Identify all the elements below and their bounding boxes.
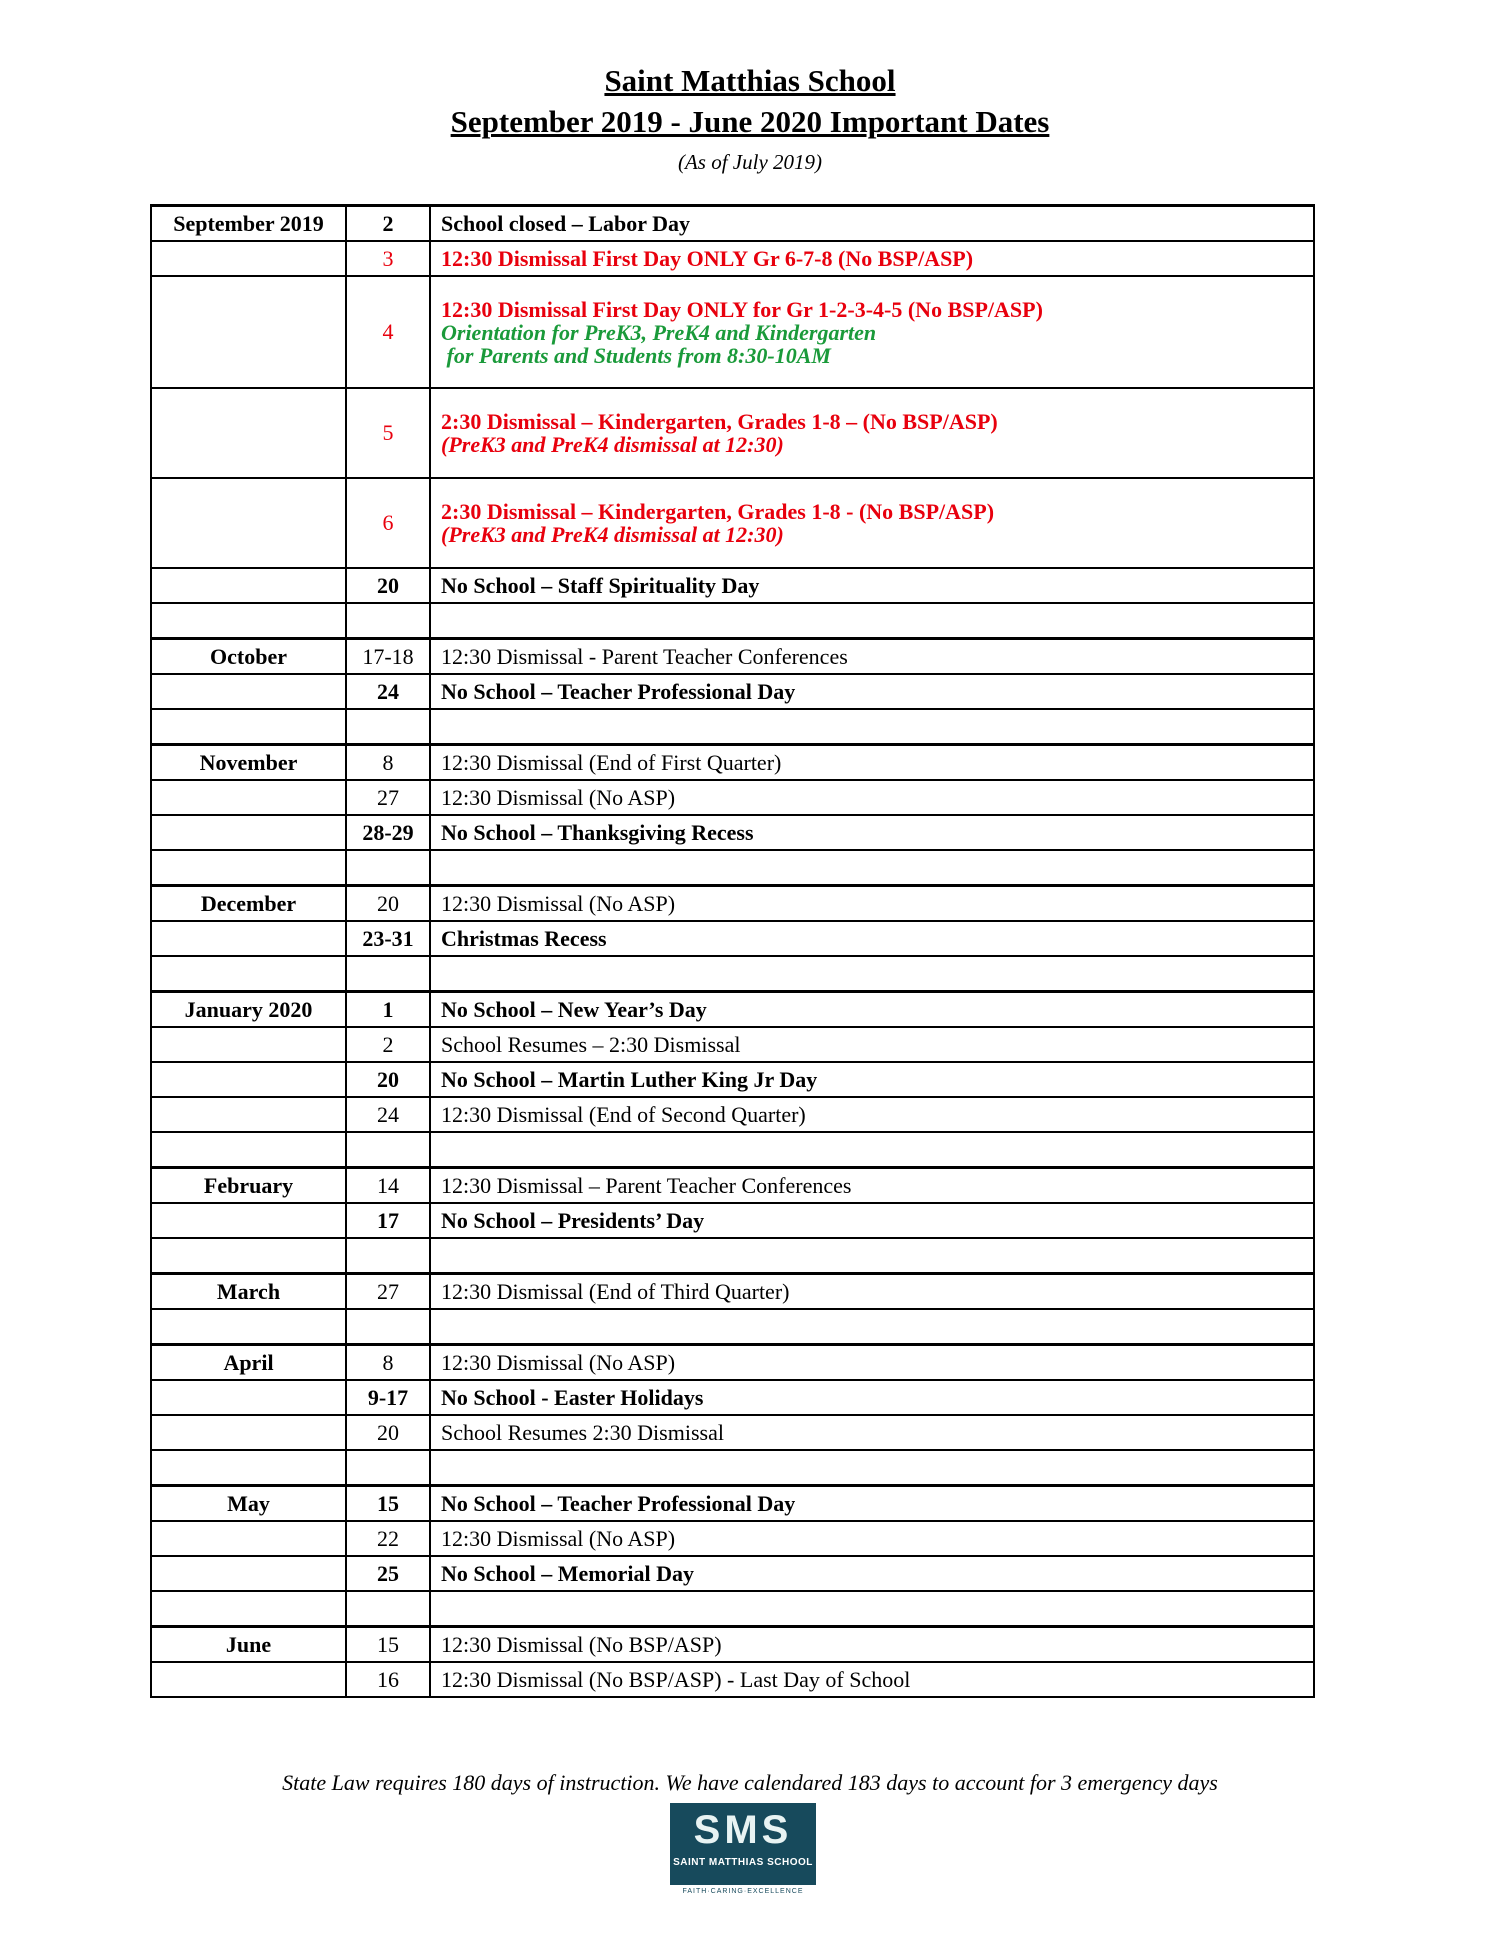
spacer-row xyxy=(151,850,1314,886)
event-note: (PreK3 and PreK4 dismissal at 12:30) xyxy=(441,432,784,457)
table-row xyxy=(151,1027,1314,1062)
table-row xyxy=(151,276,1314,388)
table-row xyxy=(151,1380,1314,1415)
day-cell xyxy=(346,1450,430,1486)
footer-note: State Law requires 180 days of instruction. We have calendared 183 days to account for 3 emergency days xyxy=(282,1770,1218,1795)
table-row xyxy=(151,1097,1314,1132)
table-row xyxy=(151,921,1314,956)
event-cell xyxy=(430,1345,1314,1381)
table-row xyxy=(151,745,1314,781)
event-text: 12:30 Dismissal (No ASP) xyxy=(441,1349,676,1375)
day-cell: 2 xyxy=(346,206,430,242)
month-cell xyxy=(151,603,346,639)
event-text: No School – Presidents’ Day xyxy=(441,1207,705,1233)
event-text: No School – Teacher Professional Day xyxy=(441,678,796,704)
table-row xyxy=(151,815,1314,850)
day-cell xyxy=(346,1132,430,1168)
event-cell xyxy=(430,1309,1314,1345)
month-cell xyxy=(151,956,346,992)
event-text: 12:30 Dismissal (No BSP/ASP) - Last Day of School xyxy=(441,1666,911,1692)
month-cell xyxy=(151,921,346,956)
day-cell: 2 xyxy=(346,1027,430,1062)
event-text: School closed – Labor Day xyxy=(441,210,690,236)
event-text: No School - Easter Holidays xyxy=(441,1384,704,1410)
day-cell: 25 xyxy=(346,1556,430,1591)
day-cell: 27 xyxy=(346,1274,430,1310)
table-row xyxy=(151,206,1314,242)
event-text: No School – Martin Luther King Jr Day xyxy=(441,1066,818,1092)
month-cell: May xyxy=(151,1486,346,1522)
event-text: School Resumes 2:30 Dismissal xyxy=(441,1419,724,1445)
month-cell: November xyxy=(151,745,346,781)
table-row xyxy=(151,780,1314,815)
event-note: Orientation for PreK3, PreK4 and Kindergarten xyxy=(441,319,877,345)
day-cell: 8 xyxy=(346,1345,430,1381)
event-text: 12:30 Dismissal (End of Second Quarter) xyxy=(441,1101,806,1127)
table-row xyxy=(151,1627,1314,1663)
event-cell xyxy=(430,1591,1314,1627)
month-cell xyxy=(151,1062,346,1097)
event-text: No School – New Year’s Day xyxy=(441,996,707,1022)
day-cell: 9-17 xyxy=(346,1380,430,1415)
month-cell: December xyxy=(151,886,346,922)
table-row xyxy=(151,674,1314,709)
event-cell xyxy=(430,241,1314,276)
school-name: Saint Matthias School xyxy=(604,63,896,98)
month-cell xyxy=(151,568,346,603)
event-text: 12:30 Dismissal – Parent Teacher Conferences xyxy=(441,1172,852,1198)
event-cell xyxy=(430,1168,1314,1204)
school-logo xyxy=(670,1803,816,1885)
day-cell: 24 xyxy=(346,1097,430,1132)
table-row xyxy=(151,1168,1314,1204)
day-cell: 5 xyxy=(346,388,430,478)
month-cell xyxy=(151,815,346,850)
table-row xyxy=(151,992,1314,1028)
event-cell xyxy=(430,1238,1314,1274)
table-row xyxy=(151,1556,1314,1591)
table-row xyxy=(151,388,1314,478)
event-cell xyxy=(430,1415,1314,1450)
day-cell: 8 xyxy=(346,745,430,781)
table-row xyxy=(151,1203,1314,1238)
event-cell xyxy=(430,1062,1314,1097)
day-cell xyxy=(346,1238,430,1274)
event-text: 12:30 Dismissal (No ASP) xyxy=(441,890,676,916)
table-row xyxy=(151,1521,1314,1556)
day-cell xyxy=(346,603,430,639)
event-cell xyxy=(430,1486,1314,1522)
day-cell: 20 xyxy=(346,568,430,603)
spacer-row xyxy=(151,603,1314,639)
spacer-row xyxy=(151,1309,1314,1345)
day-cell: 14 xyxy=(346,1168,430,1204)
month-cell xyxy=(151,1662,346,1697)
month-cell xyxy=(151,1380,346,1415)
as-of-date: (As of July 2019) xyxy=(677,150,823,174)
day-cell: 20 xyxy=(346,1415,430,1450)
table-row xyxy=(151,1274,1314,1310)
event-cell xyxy=(430,1450,1314,1486)
event-cell xyxy=(430,478,1314,568)
table-row xyxy=(151,1345,1314,1381)
event-text: School Resumes – 2:30 Dismissal xyxy=(441,1031,741,1057)
table-row xyxy=(151,1415,1314,1450)
spacer-row xyxy=(151,1132,1314,1168)
logo-mark: SMS xyxy=(693,1808,793,1852)
event-text: Christmas Recess xyxy=(441,925,607,951)
month-cell xyxy=(151,1591,346,1627)
month-cell: June xyxy=(151,1627,346,1663)
event-cell xyxy=(430,1132,1314,1168)
day-cell xyxy=(346,1591,430,1627)
event-cell xyxy=(430,886,1314,922)
day-cell: 20 xyxy=(346,1062,430,1097)
event-text: No School – Staff Spirituality Day xyxy=(441,572,760,598)
month-cell: April xyxy=(151,1345,346,1381)
day-cell: 28-29 xyxy=(346,815,430,850)
month-cell xyxy=(151,850,346,886)
event-note: (PreK3 and PreK4 dismissal at 12:30) xyxy=(441,522,784,547)
month-cell xyxy=(151,1097,346,1132)
month-cell xyxy=(151,1027,346,1062)
event-text: 12:30 Dismissal - Parent Teacher Conferences xyxy=(441,643,848,669)
event-text: No School – Teacher Professional Day xyxy=(441,1490,796,1516)
event-cell xyxy=(430,1027,1314,1062)
day-cell: 17-18 xyxy=(346,639,430,675)
month-cell xyxy=(151,388,346,478)
month-cell xyxy=(151,478,346,568)
event-cell xyxy=(430,276,1314,388)
day-cell: 1 xyxy=(346,992,430,1028)
event-cell xyxy=(430,921,1314,956)
month-cell xyxy=(151,1415,346,1450)
event-cell xyxy=(430,674,1314,709)
event-cell xyxy=(430,603,1314,639)
event-text: 12:30 Dismissal (End of Third Quarter) xyxy=(441,1278,790,1304)
month-cell: March xyxy=(151,1274,346,1310)
table-row xyxy=(151,886,1314,922)
event-text: No School – Memorial Day xyxy=(441,1560,694,1586)
month-cell: January 2020 xyxy=(151,992,346,1028)
day-cell: 20 xyxy=(346,886,430,922)
event-text: 2:30 Dismissal – Kindergarten, Grades 1-8 – (No BSP/ASP) xyxy=(441,409,998,434)
month-cell xyxy=(151,1309,346,1345)
spacer-row xyxy=(151,956,1314,992)
month-cell xyxy=(151,241,346,276)
month-cell xyxy=(151,1450,346,1486)
event-text: 12:30 Dismissal First Day ONLY for Gr 1-2-3-4-5 (No BSP/ASP) xyxy=(441,296,1043,322)
event-text: 2:30 Dismissal – Kindergarten, Grades 1-8 - (No BSP/ASP) xyxy=(441,499,995,524)
month-cell: February xyxy=(151,1168,346,1204)
event-text: 12:30 Dismissal First Day ONLY Gr 6-7-8 (No BSP/ASP) xyxy=(441,245,974,271)
table-row xyxy=(151,1062,1314,1097)
day-cell: 3 xyxy=(346,241,430,276)
important-dates-table xyxy=(150,204,1315,1698)
event-cell xyxy=(430,815,1314,850)
month-cell xyxy=(151,1203,346,1238)
day-cell xyxy=(346,1309,430,1345)
month-cell xyxy=(151,780,346,815)
spacer-row xyxy=(151,1591,1314,1627)
event-cell xyxy=(430,1274,1314,1310)
event-cell xyxy=(430,956,1314,992)
day-cell xyxy=(346,956,430,992)
event-cell xyxy=(430,568,1314,603)
event-cell xyxy=(430,992,1314,1028)
event-cell xyxy=(430,850,1314,886)
month-cell xyxy=(151,276,346,388)
table-row xyxy=(151,1486,1314,1522)
day-cell: 24 xyxy=(346,674,430,709)
day-cell: 16 xyxy=(346,1662,430,1697)
spacer-row xyxy=(151,1238,1314,1274)
event-cell xyxy=(430,709,1314,745)
day-cell: 15 xyxy=(346,1486,430,1522)
page-title: September 2019 - June 2020 Important Dates xyxy=(450,104,1050,139)
event-cell xyxy=(430,1521,1314,1556)
logo-tagline: FAITH·CARING·EXCELLENCE xyxy=(682,1888,804,1895)
month-cell: October xyxy=(151,639,346,675)
event-cell xyxy=(430,780,1314,815)
month-cell: September 2019 xyxy=(151,206,346,242)
day-cell: 4 xyxy=(346,276,430,388)
event-text: 12:30 Dismissal (No ASP) xyxy=(441,784,676,810)
table-row xyxy=(151,1662,1314,1697)
spacer-row xyxy=(151,1450,1314,1486)
month-cell xyxy=(151,709,346,745)
table-row xyxy=(151,639,1314,675)
day-cell: 22 xyxy=(346,1521,430,1556)
event-cell xyxy=(430,1097,1314,1132)
table-row xyxy=(151,241,1314,276)
month-cell xyxy=(151,1238,346,1274)
event-cell xyxy=(430,1203,1314,1238)
event-cell xyxy=(430,1556,1314,1591)
event-cell xyxy=(430,388,1314,478)
day-cell: 6 xyxy=(346,478,430,568)
spacer-row xyxy=(151,709,1314,745)
event-cell xyxy=(430,206,1314,242)
month-cell xyxy=(151,1132,346,1168)
day-cell: 15 xyxy=(346,1627,430,1663)
event-cell xyxy=(430,1627,1314,1663)
event-cell xyxy=(430,1380,1314,1415)
event-text: 12:30 Dismissal (End of First Quarter) xyxy=(441,749,782,775)
month-cell xyxy=(151,1521,346,1556)
logo-name: SAINT MATTHIAS SCHOOL xyxy=(673,1857,813,1868)
event-cell xyxy=(430,745,1314,781)
event-cell xyxy=(430,1662,1314,1697)
table-row xyxy=(151,478,1314,568)
day-cell xyxy=(346,850,430,886)
day-cell: 17 xyxy=(346,1203,430,1238)
day-cell xyxy=(346,709,430,745)
day-cell: 23-31 xyxy=(346,921,430,956)
day-cell: 27 xyxy=(346,780,430,815)
event-note: for Parents and Students from 8:30-10AM xyxy=(441,342,831,368)
event-cell xyxy=(430,639,1314,675)
event-text: 12:30 Dismissal (No ASP) xyxy=(441,1525,676,1551)
month-cell xyxy=(151,674,346,709)
table-row xyxy=(151,568,1314,603)
month-cell xyxy=(151,1556,346,1591)
event-text: 12:30 Dismissal (No BSP/ASP) xyxy=(441,1631,722,1657)
event-text: No School – Thanksgiving Recess xyxy=(441,819,754,845)
